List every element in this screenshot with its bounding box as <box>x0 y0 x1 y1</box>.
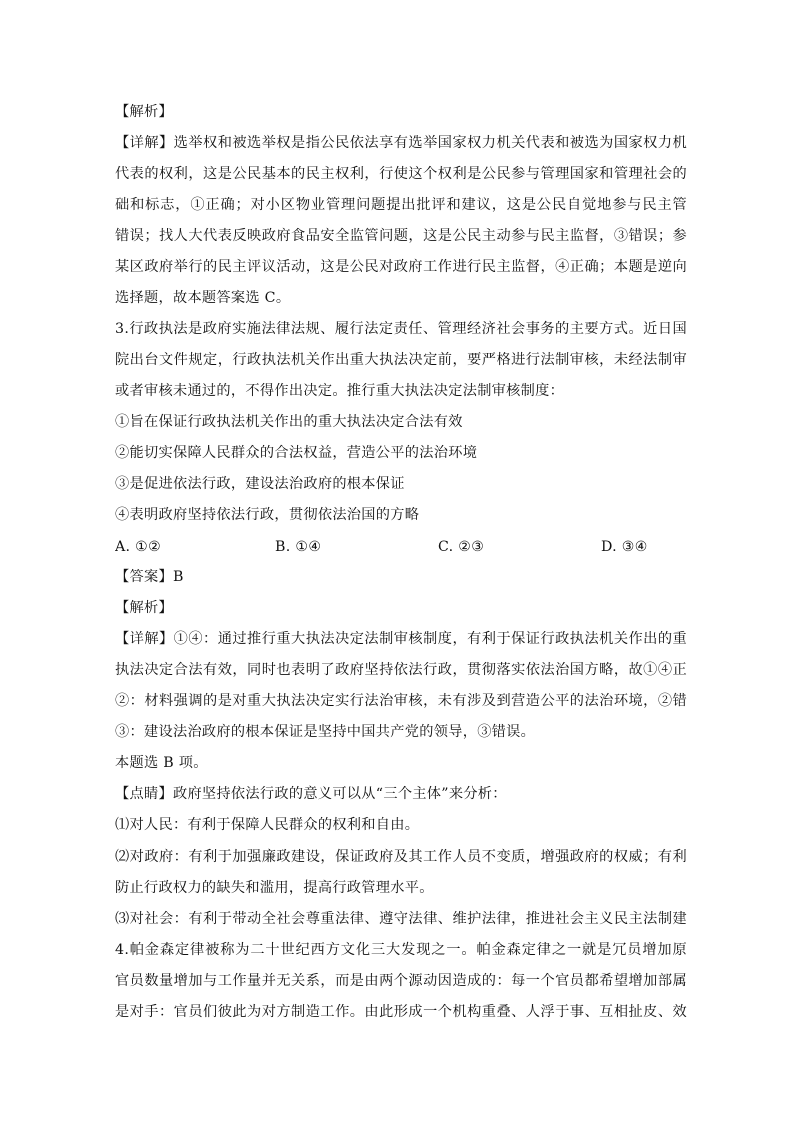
q3-detail-line-1: 【详解】①④：通过推行重大执法决定法制审核制度，有利于保证行政执法机关作出的重 <box>115 631 687 647</box>
q3-option-d: D. ③④ <box>601 539 648 555</box>
q3-option-b: B. ①④ <box>275 539 322 555</box>
q3-analysis-label: 【解析】 <box>115 600 173 616</box>
q3-detail-line-2: 执法决定合法有效，同时也表明了政府坚持依法行政，贯彻落实依法治国方略，故①④正 <box>115 662 687 678</box>
q3-stem-line-3: 或者审核未通过的，不得作出决定。推行重大执法决定法制审核制度： <box>115 383 565 399</box>
q3-stem-line-1: 3.行政执法是政府实施法律法规、履行法定责任、管理经济社会事务的主要方式。近日国 <box>115 321 687 337</box>
q3-option-c: C. ②③ <box>438 539 485 555</box>
q3-statement-4: ④表明政府坚持依法行政，贯彻依法治国的方略 <box>115 507 420 523</box>
q3-tip-line-4: 防止行政权力的缺失和滥用，提高行政管理水平。 <box>115 880 434 896</box>
q2-detail-line-2: 代表的权利，这是公民基本的民主权利，行使这个权利是公民参与管理国家和管理社会的 <box>115 166 687 182</box>
q3-tip-line-3: ⑵对政府：有利于加强廉政建设，保证政府及其工作人员不变质，增强政府的权威；有利 <box>115 849 687 865</box>
q2-detail-line-3: 础和标志，①正确；对小区物业管理问题提出批评和建议，这是公民自觉地参与民主管 <box>115 197 687 213</box>
q2-detail-line-1: 【详解】选举权和被选举权是指公民依法享有选举国家权力机关代表和被选为国家权力机 <box>115 135 687 151</box>
q3-tip-line-5: ⑶对社会：有利于带动全社会尊重法律、遵守法律、维护法律，推进社会主义民主法制建 <box>115 911 687 927</box>
q3-statement-3: ③是促进依法行政，建设法治政府的根本保证 <box>115 476 405 492</box>
q4-stem-line-1: 4.帕金森定律被称为二十世纪西方文化三大发现之一。帕金森定律之一就是冗员增加原 <box>115 942 687 958</box>
q3-tip-line-1: 【点睛】政府坚持依法行政的意义可以从“三个主体”来分析： <box>115 786 507 802</box>
q3-statement-2: ②能切实保障人民群众的合法权益，营造公平的法治环境 <box>115 445 478 461</box>
q4-stem-line-2: 官员数量增加与工作量并无关系，而是由两个源动因造成的：每一个官员都希望增加部属 <box>115 973 687 989</box>
q4-stem-line-3: 是对手：官员们彼此为对方制造工作。由此形成一个机构重叠、人浮于事、互相扯皮、效 <box>115 1004 687 1020</box>
q3-options <box>115 537 687 557</box>
q3-detail-line-4: ③：建设法治政府的根本保证是坚持中国共产党的领导，③错误。 <box>115 724 536 740</box>
q3-detail-line-3: ②：材料强调的是对重大执法决定实行法治审核，未有涉及到营造公平的法治环境，②错 <box>115 693 687 709</box>
q2-detail-line-6: 选择题，故本题答案选 C。 <box>115 290 291 306</box>
q2-detail-line-5: 某区政府举行的民主评议活动，这是公民对政府工作进行民主监督，④正确；本题是逆向 <box>115 259 687 275</box>
q3-statement-1: ①旨在保证行政执法机关作出的重大执法决定合法有效 <box>115 414 463 430</box>
q3-stem-line-2: 院出台文件规定，行政执法机关作出重大执法决定前，要严格进行法制审核，未经法制审 <box>115 352 687 368</box>
q3-tip-line-2: ⑴对人民：有利于保障人民群众的权利和自由。 <box>115 817 420 833</box>
q2-detail-line-4: 错误；找人大代表反映政府食品安全监管问题，这是公民主动参与民主监督，③错误；参 <box>115 228 687 244</box>
q3-detail-line-5: 本题选 B 项。 <box>115 755 208 771</box>
q3-option-a: A. ①② <box>115 539 162 555</box>
q2-analysis-label: 【解析】 <box>115 104 173 120</box>
q3-answer: 【答案】B <box>115 569 184 585</box>
